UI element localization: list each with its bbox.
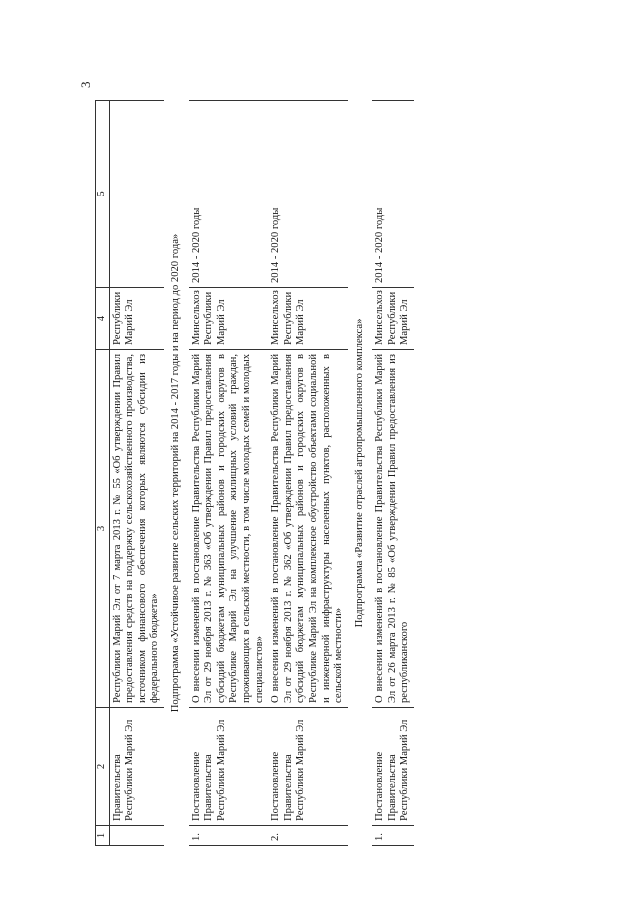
header-col-5: 5 [96, 101, 110, 288]
header-col-4: 4 [96, 288, 110, 350]
table-row [189, 101, 269, 846]
table-row [109, 101, 164, 846]
row-executor: Республики Марий Эл [109, 288, 164, 350]
header-col-1: 1 [96, 826, 110, 846]
table-row [268, 101, 348, 846]
header-row [96, 101, 110, 846]
document-table-container [95, 101, 615, 846]
page-number: 3 [78, 81, 93, 88]
row-title: О внесении изменений в постановление Правительства Республики Марий Эл от 29 ноября 2013 г. № 363 «Об утверждении Правил предоставления субсидий бюджетам муниципальных районов и городских округов в Республике Марий Эл на улучшение жилищных условий граждан, проживающих в сельской местности, в том числе молодых семей и молодых специалистов» [189, 350, 269, 708]
row-title: О внесении изменений в постановление Правительства Республики Марий Эл от 29 ноября 2013 г. № 362 «Об утверждении Правил предоставления субсидий бюджетам муниципальных районов и городских округов в Республике Марий Эл на комплексное обустройство объектами социальной и инженерной инфраструктуры населенных пунктов, расположенных в сельской местности» [268, 350, 348, 708]
row-title: О внесении изменений в постановление Правительства Республики Марий Эл от 26 марта 2013 г. № 85 «Об утверждении Правил предоставления из республиканского [372, 350, 414, 708]
subprogram-heading-row [348, 101, 373, 846]
row-period: 2014 - 2020 годы [268, 101, 348, 288]
row-period: 2014 - 2020 годы [372, 101, 414, 288]
row-doc-type: Постановление Правительства Республики Марий Эл [372, 708, 414, 826]
row-number [109, 826, 164, 846]
row-doc-type: Постановление Правительства Республики Марий Эл [268, 708, 348, 826]
row-title: Республики Марий Эл от 7 марта 2013 г. № 55 «Об утверждении Правил предоставления средств на поддержку сельскохозяйственного производства, источником финансового обеспечения которых являются субсидии из федерального бюджета» [109, 350, 164, 708]
header-col-2: 2 [96, 708, 110, 826]
subprogram-heading-row [164, 101, 189, 846]
table-row [372, 101, 414, 846]
subprogram-heading: Подпрограмма «Развитие отраслей агропромышленного комплекса» [353, 318, 365, 628]
row-doc-type: Постановление Правительства Республики Марий Эл [189, 708, 269, 826]
row-number: 1. [189, 826, 269, 846]
header-col-3: 3 [96, 350, 110, 708]
legal-acts-table [95, 100, 414, 846]
row-executor: Минсельхоз Республики Марий Эл [268, 288, 348, 350]
row-executor: Минсельхоз Республики Марий Эл [372, 288, 414, 350]
row-period: 2014 - 2020 годы [189, 101, 269, 288]
row-number: 2. [268, 826, 348, 846]
row-period [109, 101, 164, 288]
row-doc-type: Правительства Республики Марий Эл [109, 708, 164, 826]
subprogram-heading: Подпрограмма «Устойчивое развитие сельских территорий на 2014 - 2017 годы и на период до 2020 года» [169, 233, 181, 713]
row-executor: Минсельхоз Республики Марий Эл [189, 288, 269, 350]
row-number: 1. [372, 826, 414, 846]
